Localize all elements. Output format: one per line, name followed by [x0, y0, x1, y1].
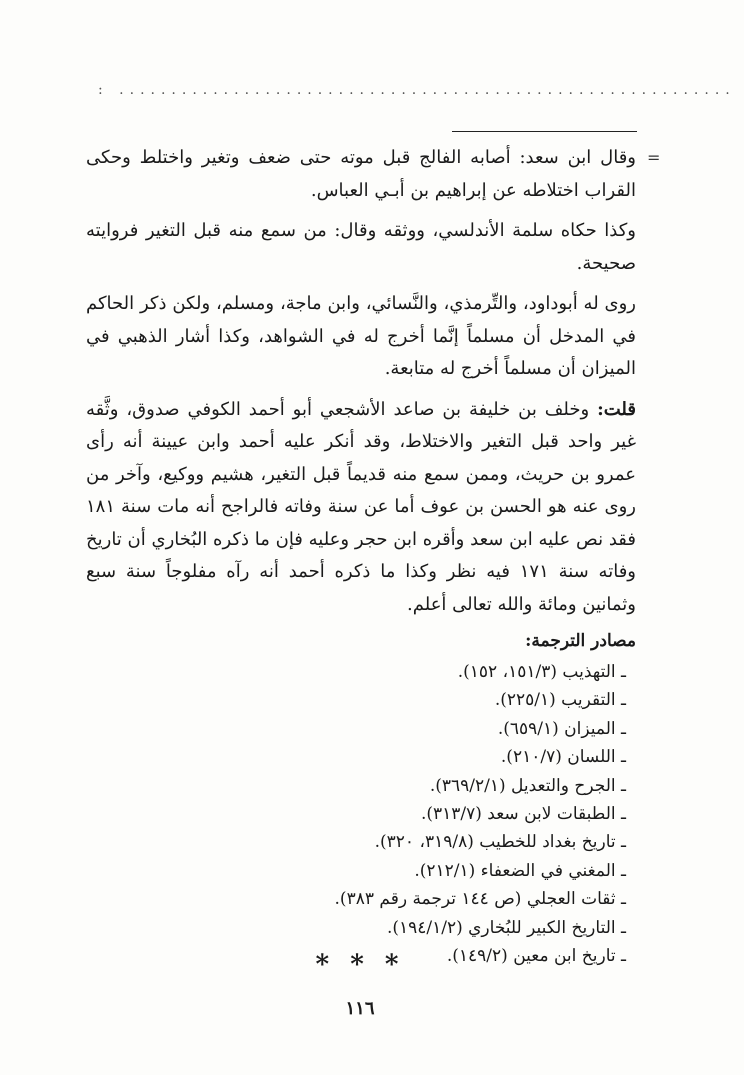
source-item: ـ اللسان (٢١٠/٧).	[500, 747, 626, 768]
paragraph-1: وقال ابن سعد: أصابه الفالج قبل موته حتى ضعف وتغير واختلط وحكى القراب اختلاطه عن إبراهيم بن أبـي العباس.	[86, 147, 636, 201]
source-item: ـ المغني في الضعفاء (٢١٢/١).	[414, 860, 626, 881]
paragraph-3: روى له أبوداود، والتِّرمذي، والنَّسائي، وابن ماجة، ومسلم، ولكن ذكر الحاكم في المدخل أن مسلماً إنَّما أخرج له في الشواهد، وكذا أشار الذهبي في الميزان أن مسلماً أخرج له متابعة.	[86, 293, 636, 379]
sources-list	[160, 658, 636, 970]
source-item: ـ التاريخ الكبير للبُخاري (١٩٤/١/٢).	[386, 917, 626, 938]
section-separator: * * *	[315, 950, 405, 980]
sources-heading: مصادر الترجمة:	[525, 631, 636, 651]
source-item: ـ الطبقات لابن سعد (٣١٣/٧).	[420, 804, 626, 825]
footnote-rule	[452, 131, 637, 132]
source-item: ـ تاريخ بغداد للخطيب (٣١٩/٨، ٣٢٠).	[374, 832, 626, 853]
paragraph-2: وكذا حكاه سلمة الأندلسي، ووثقه وقال: من سمع منه قبل التغير فروايته صحيحة.	[86, 220, 636, 274]
page-number: ١١٦	[345, 998, 375, 1019]
source-item: ـ ثقات العجلي (ص ١٤٤ ترجمة رقم ٣٨٣).	[334, 889, 626, 910]
source-item: ـ الميزان (٦٥٩/١).	[497, 718, 626, 739]
paragraph-lead: قلت:	[597, 398, 636, 420]
paragraph-4	[86, 394, 636, 622]
top-dotted-border: : ...........................................................	[98, 82, 736, 98]
source-item: ـ التهذيب (١٥١/٣، ١٥٢).	[457, 662, 626, 682]
sources-section	[160, 626, 636, 970]
continuation-marker: =	[647, 148, 661, 167]
main-text	[86, 142, 636, 629]
paragraph-4-body: وخلف بن خليفة بن صاعد الأشجعي أبو أحمد الكوفي صدوق، وثَّقه غير واحد قبل التغير والاختلاط، وقد أنكر عليه أحمد وابن عيينة أنه رأى عمرو بن حريث، وممن سمع منه قديماً قبل التغير، هشيم ووكيع، وآخر من روى عنه هو الحسن بن عوف أما عن سنة وفاته فالراجح أنه مات سنة ١٨١ فقد نص عليه ابن سعد وأقره ابن حجر وعليه فإن ما ذكره البُخاري أن تاريخ وفاته سنة ١٧١ فيه نظر وكذا ما ذكره أحمد أنه رآه مفلوجاً سنة سبع وثمانين ومائة والله تعالى أعلم.	[86, 398, 636, 615]
source-item: ـ التقريب (٢٢٥/١).	[494, 690, 626, 711]
source-item: ـ تاريخ ابن معين (١٤٩/٢).	[446, 946, 626, 967]
source-item: ـ الجرح والتعديل (٣٦٩/٢/١).	[429, 775, 626, 796]
